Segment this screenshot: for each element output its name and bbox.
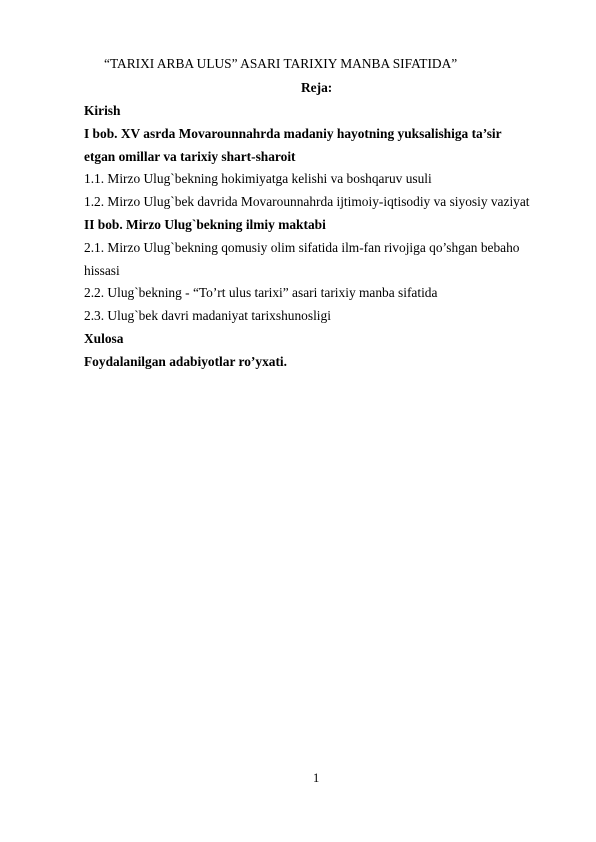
toc-item: 2.2. Ulug`bekning - “To’rt ulus tarixi” asari tarixiy manba sifatida — [84, 285, 438, 301]
document-title: “TARIXI ARBA ULUS” ASARI TARIXIY MANBA SIFATIDA” — [104, 56, 458, 71]
page-number: 1 — [313, 771, 320, 785]
toc-item: Kirish — [84, 103, 121, 118]
toc-item: hissasi — [84, 262, 120, 278]
toc-item: II bob. Mirzo Ulug`bekning ilmiy maktabi — [84, 216, 326, 232]
toc-item: 2.1. Mirzo Ulug`bekning qomusiy olim sifatida ilm-fan rivojiga qo’shgan bebaho — [84, 239, 520, 255]
toc-item: Xulosa — [84, 330, 124, 346]
toc-item: 2.3. Ulug`bek davri madaniyat tarixshunosligi — [84, 308, 331, 324]
toc-item: 1.2. Mirzo Ulug`bek davrida Movarounnahrda ijtimoiy-iqtisodiy va siyosiy vaziyat — [84, 194, 530, 210]
toc-item: etgan omillar va tarixiy shart-sharoit — [84, 148, 296, 164]
toc-item: Foydalanilgan adabiyotlar ro’yxati. — [84, 353, 287, 369]
toc-item: I bob. XV asrda Movarounnahrda madaniy hayotning yuksalishiga ta’sir — [84, 125, 502, 141]
plan-heading: Reja: — [301, 80, 333, 95]
toc-item: 1.1. Mirzo Ulug`bekning hokimiyatga kelishi va boshqaruv usuli — [84, 171, 432, 187]
table-of-contents — [84, 100, 554, 374]
